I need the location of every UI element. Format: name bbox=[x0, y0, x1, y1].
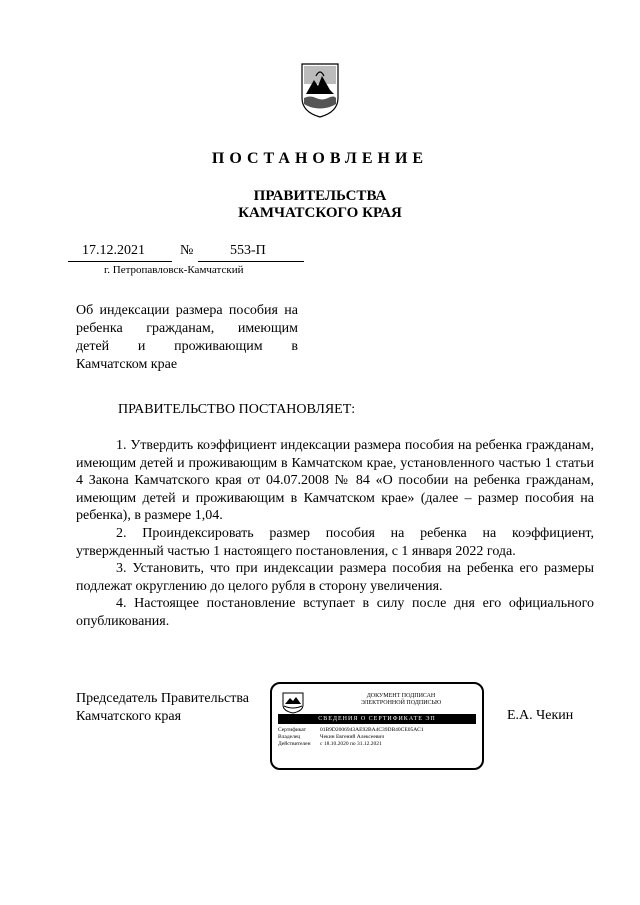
city-label: г. Петропавловск-Камчатский bbox=[104, 264, 244, 276]
stamp-header bbox=[320, 693, 482, 707]
certificate-row bbox=[278, 727, 424, 734]
coat-of-arms-icon bbox=[300, 62, 340, 118]
stamp-band: СВЕДЕНИЯ О СЕРТИФИКАТЕ ЭП bbox=[278, 714, 476, 724]
paragraph: 4. Настоящее постановление вступает в силу после дня его официального опубликования. bbox=[76, 596, 594, 629]
date-underline bbox=[68, 261, 172, 262]
document-subject bbox=[76, 302, 298, 374]
subject-line: ребенка гражданам, имеющим bbox=[76, 321, 298, 336]
owner-label: Владелец bbox=[278, 734, 301, 740]
certificate-label: Сертификат bbox=[278, 727, 306, 733]
number-sign: № bbox=[180, 243, 194, 258]
document-number: 553-П bbox=[230, 243, 266, 258]
subject-line: Об индексации размера пособия на bbox=[76, 303, 298, 318]
document-title: ПОСТАНОВЛЕНИЕ bbox=[211, 150, 429, 167]
signatory-name: Е.А. Чекин bbox=[507, 708, 574, 723]
certificate-value: 01B9D2006943AE92BA4C39DB40CE05AC1 bbox=[320, 727, 424, 733]
document-date: 17.12.2021 bbox=[82, 243, 145, 258]
number-underline bbox=[198, 261, 304, 262]
validity-value: с 18.10.2020 по 31.12.2021 bbox=[320, 741, 382, 747]
organization-line-1: ПРАВИТЕЛЬСТВА bbox=[253, 188, 387, 204]
stamp-header-line: ДОКУМЕНТ ПОДПИСАН bbox=[366, 693, 436, 699]
paragraph: 3. Установить, что при индексации размера пособия на ребенка его размеры подлежат округлению до целого рубля в сторону увеличения. bbox=[76, 561, 594, 594]
owner-value: Чекин Евгений Алексеевич bbox=[320, 734, 385, 740]
electronic-signature-stamp bbox=[270, 682, 484, 770]
paragraph: 1. Утвердить коэффициент индексации размера пособия на ребенка гражданам, имеющим детей и проживающим в Камчатском крае, установленного частью 1 статьи 4 Закона Камчатского края от 04.07.2008 № 84 «О пособии на ребенка гражданам, имеющим детей и проживающим в Камчатском крае» (далее – размер пособия на ребенка), в размере 1,04. bbox=[76, 438, 594, 524]
decree-heading: ПРАВИТЕЛЬСТВО ПОСТАНОВЛЯЕТ: bbox=[118, 402, 356, 417]
signatory-title-line: Камчатского края bbox=[76, 709, 182, 724]
signatory-title-line: Председатель Правительства bbox=[76, 691, 249, 706]
coat-of-arms-small-icon bbox=[282, 692, 304, 714]
paragraph: 2. Проиндексировать размер пособия на ребенка на коэффициент, утвержденный частью 1 настоящего постановления, с 1 января 2022 года. bbox=[76, 525, 594, 559]
stamp-header-line: ЭЛЕКТРОННОЙ ПОДПИСЬЮ bbox=[360, 700, 442, 706]
subject-line: детей и проживающим в bbox=[76, 339, 298, 354]
validity-row bbox=[278, 741, 382, 748]
subject-line: Камчатском крае bbox=[76, 357, 178, 372]
signatory-title bbox=[76, 690, 249, 726]
owner-row bbox=[278, 734, 384, 741]
document-body bbox=[76, 437, 594, 631]
organization-line-2: КАМЧАТСКОГО КРАЯ bbox=[238, 205, 402, 221]
validity-label: Действителен bbox=[278, 741, 311, 747]
